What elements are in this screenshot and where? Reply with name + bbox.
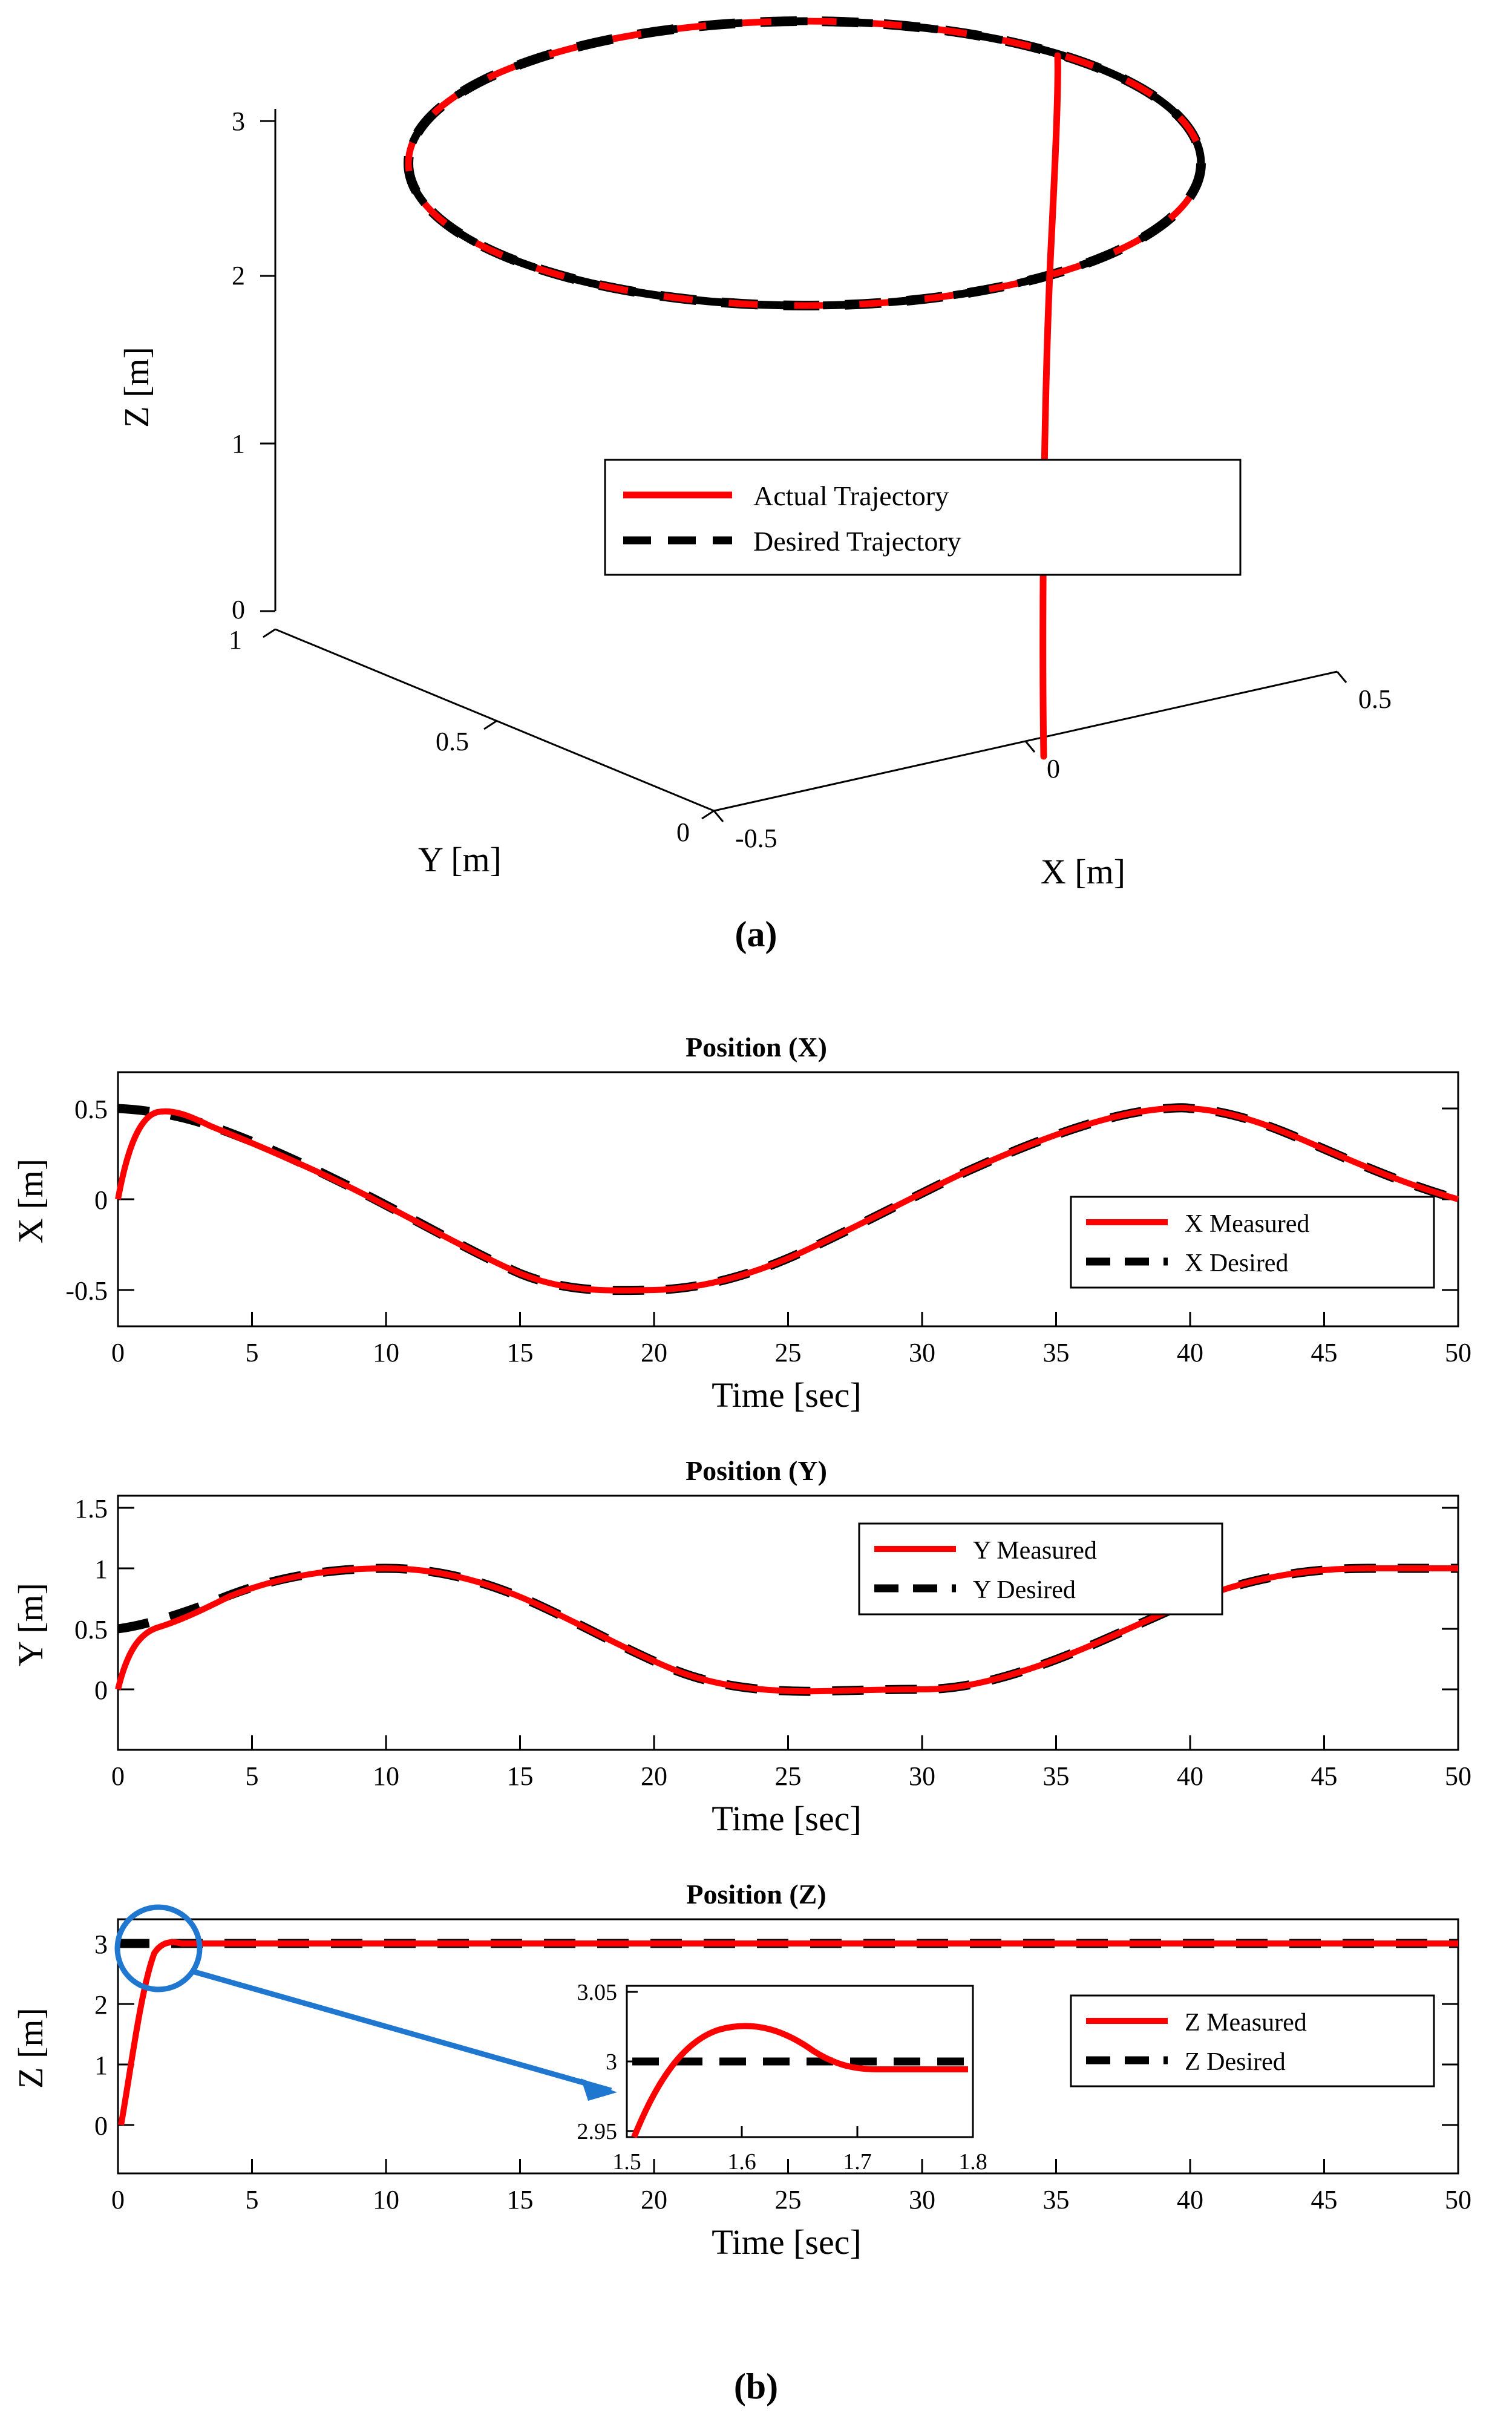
- subplot-position-y: [0, 1452, 1512, 1864]
- inset-ytick-295: 2.95: [577, 2119, 617, 2144]
- zoom-annotation-arrow-head: [581, 2078, 617, 2101]
- z-tick-1: 1: [232, 429, 245, 459]
- position-y-xtick-40: 40: [1177, 1761, 1203, 1791]
- position-z-legend: [1071, 1996, 1434, 2086]
- position-x-xtick-5: 5: [245, 1338, 259, 1367]
- x-tick-0: 0: [1047, 754, 1060, 784]
- legend-box: [605, 460, 1240, 575]
- position-x-ytick-05: 0.5: [74, 1095, 108, 1124]
- z-axis-ticks: [260, 121, 275, 611]
- x-tick-neg05: -0.5: [735, 823, 777, 853]
- x-axis-ticks: [714, 672, 1346, 822]
- position-x-xtick-0: 0: [111, 1338, 125, 1367]
- legend-label-actual: Actual Trajectory: [753, 480, 949, 511]
- legend-panel-a: [605, 460, 1240, 575]
- position-y-xtick-0: 0: [111, 1761, 125, 1791]
- position-y-xtick-45: 45: [1311, 1761, 1338, 1791]
- position-y-xtick-5: 5: [245, 1761, 259, 1791]
- y-tick-0: 0: [676, 817, 690, 847]
- position-y-xtick-35: 35: [1042, 1761, 1070, 1791]
- position-z-ytick-1: 1: [94, 2051, 108, 2080]
- position-x-xtick-35: 35: [1042, 1338, 1070, 1367]
- position-x-ylabel: X [m]: [11, 1158, 50, 1244]
- position-y-measured-path: [118, 1568, 1458, 1691]
- panel-b-position-plots: [0, 992, 1512, 2436]
- position-z-ylabel: Z [m]: [11, 2008, 50, 2089]
- position-x-xtick-15: 15: [506, 1338, 534, 1367]
- position-x-xtick-25: 25: [774, 1338, 802, 1367]
- position-y-legend-label-desired: Y Desired: [973, 1576, 1076, 1604]
- position-y-xtick-30: 30: [909, 1761, 935, 1791]
- panel-b-caption: (b): [733, 2366, 779, 2406]
- position-z-xtick-35: 35: [1042, 2185, 1070, 2215]
- position-z-svg: [0, 1876, 1512, 2311]
- y-tick-05: 0.5: [436, 727, 469, 756]
- position-x-xtick-20: 20: [641, 1338, 667, 1367]
- subplot-position-z: [0, 1876, 1512, 2311]
- position-y-legend-label-measured: Y Measured: [973, 1537, 1097, 1565]
- position-y-desired-path: [118, 1568, 1458, 1691]
- position-x-xtick-45: 45: [1311, 1338, 1338, 1367]
- position-y-xtick-10: 10: [373, 1761, 399, 1791]
- position-z-legend-label-desired: Z Desired: [1185, 2048, 1286, 2076]
- position-y-ytick-0: 0: [94, 1675, 108, 1705]
- position-x-legend: [1071, 1197, 1434, 1288]
- position-x-xlabel: Time [sec]: [712, 1375, 862, 1415]
- x-axis-title: X [m]: [1040, 852, 1126, 891]
- trajectory-3d-svg: [0, 0, 1512, 920]
- position-y-ylabel: Y [m]: [11, 1583, 50, 1666]
- z-axis-title: Z [m]: [117, 347, 156, 428]
- position-y-x-ticks: [118, 1735, 1458, 1750]
- y-tick-1: 1: [229, 625, 242, 655]
- position-y-axes-frame: [118, 1496, 1458, 1750]
- zoom-annotation-arrow-line: [192, 1971, 611, 2091]
- actual-climb-path: [1043, 56, 1058, 756]
- position-z-ytick-2: 2: [94, 1990, 108, 2020]
- position-y-xtick-50: 50: [1445, 1761, 1471, 1791]
- position-y-svg: [0, 1452, 1512, 1864]
- panel-a-3d-trajectory: [0, 0, 1512, 992]
- inset-ytick-3: 3: [606, 2049, 617, 2075]
- z-tick-0: 0: [232, 595, 245, 624]
- position-z-title: Position (Z): [686, 1879, 826, 1910]
- position-y-ytick-1: 1: [94, 1554, 108, 1584]
- inset-xtick-15: 1.5: [612, 2149, 641, 2175]
- position-x-xtick-50: 50: [1445, 1338, 1471, 1367]
- position-z-xtick-50: 50: [1445, 2185, 1471, 2215]
- position-z-legend-label-measured: Z Measured: [1185, 2009, 1307, 2037]
- position-z-xlabel: Time [sec]: [712, 2222, 862, 2262]
- position-y-title: Position (Y): [686, 1455, 827, 1486]
- position-y-y-ticks: [118, 1508, 1458, 1689]
- position-z-xtick-25: 25: [774, 2185, 802, 2215]
- position-z-xtick-45: 45: [1311, 2185, 1338, 2215]
- position-z-xtick-30: 30: [909, 2185, 935, 2215]
- legend-label-desired: Desired Trajectory: [753, 526, 961, 557]
- position-y-xtick-25: 25: [774, 1761, 802, 1791]
- position-y-ytick-05: 0.5: [74, 1615, 108, 1645]
- inset-ytick-305: 3.05: [577, 1980, 617, 2005]
- position-y-ytick-15: 1.5: [74, 1494, 108, 1524]
- position-z-x-ticks: [118, 2159, 1458, 2173]
- position-z-xtick-5: 5: [245, 2185, 259, 2215]
- position-y-legend: [859, 1524, 1222, 1614]
- position-x-xtick-10: 10: [373, 1338, 399, 1367]
- panel-a-plot-area: [0, 0, 1512, 920]
- position-z-xtick-15: 15: [506, 2185, 534, 2215]
- position-z-xtick-20: 20: [641, 2185, 667, 2215]
- position-x-x-ticks: [118, 1312, 1458, 1326]
- position-y-xtick-15: 15: [506, 1761, 534, 1791]
- position-z-xtick-0: 0: [111, 2185, 125, 2215]
- position-x-ytick-neg05: -0.5: [65, 1276, 108, 1306]
- position-x-legend-label-desired: X Desired: [1185, 1249, 1289, 1277]
- position-x-svg: [0, 1029, 1512, 1440]
- position-z-ytick-3: 3: [94, 1930, 108, 1959]
- y-axis-title: Y [m]: [418, 840, 502, 879]
- z-tick-3: 3: [232, 106, 245, 136]
- position-y-xtick-20: 20: [641, 1761, 667, 1791]
- position-z-xtick-40: 40: [1177, 2185, 1203, 2215]
- panel-a-caption: (a): [735, 914, 777, 954]
- position-y-xlabel: Time [sec]: [712, 1799, 862, 1838]
- x-tick-05: 0.5: [1358, 684, 1392, 714]
- position-x-ytick-0: 0: [94, 1185, 108, 1215]
- position-z-inset: [577, 1980, 987, 2175]
- subplot-position-x: [0, 1029, 1512, 1440]
- position-x-xtick-30: 30: [909, 1338, 935, 1367]
- inset-xtick-16: 1.6: [727, 2149, 756, 2175]
- z-tick-2: 2: [232, 261, 245, 290]
- position-x-xtick-40: 40: [1177, 1338, 1203, 1367]
- position-x-legend-label-measured: X Measured: [1185, 1210, 1310, 1238]
- position-z-ytick-0: 0: [94, 2111, 108, 2141]
- inset-xtick-17: 1.7: [843, 2149, 872, 2175]
- y-axis-line: [275, 629, 714, 811]
- y-axis-ticks: [263, 629, 714, 819]
- position-x-title: Position (X): [686, 1032, 827, 1062]
- position-z-xtick-10: 10: [373, 2185, 399, 2215]
- inset-xtick-18: 1.8: [958, 2149, 987, 2175]
